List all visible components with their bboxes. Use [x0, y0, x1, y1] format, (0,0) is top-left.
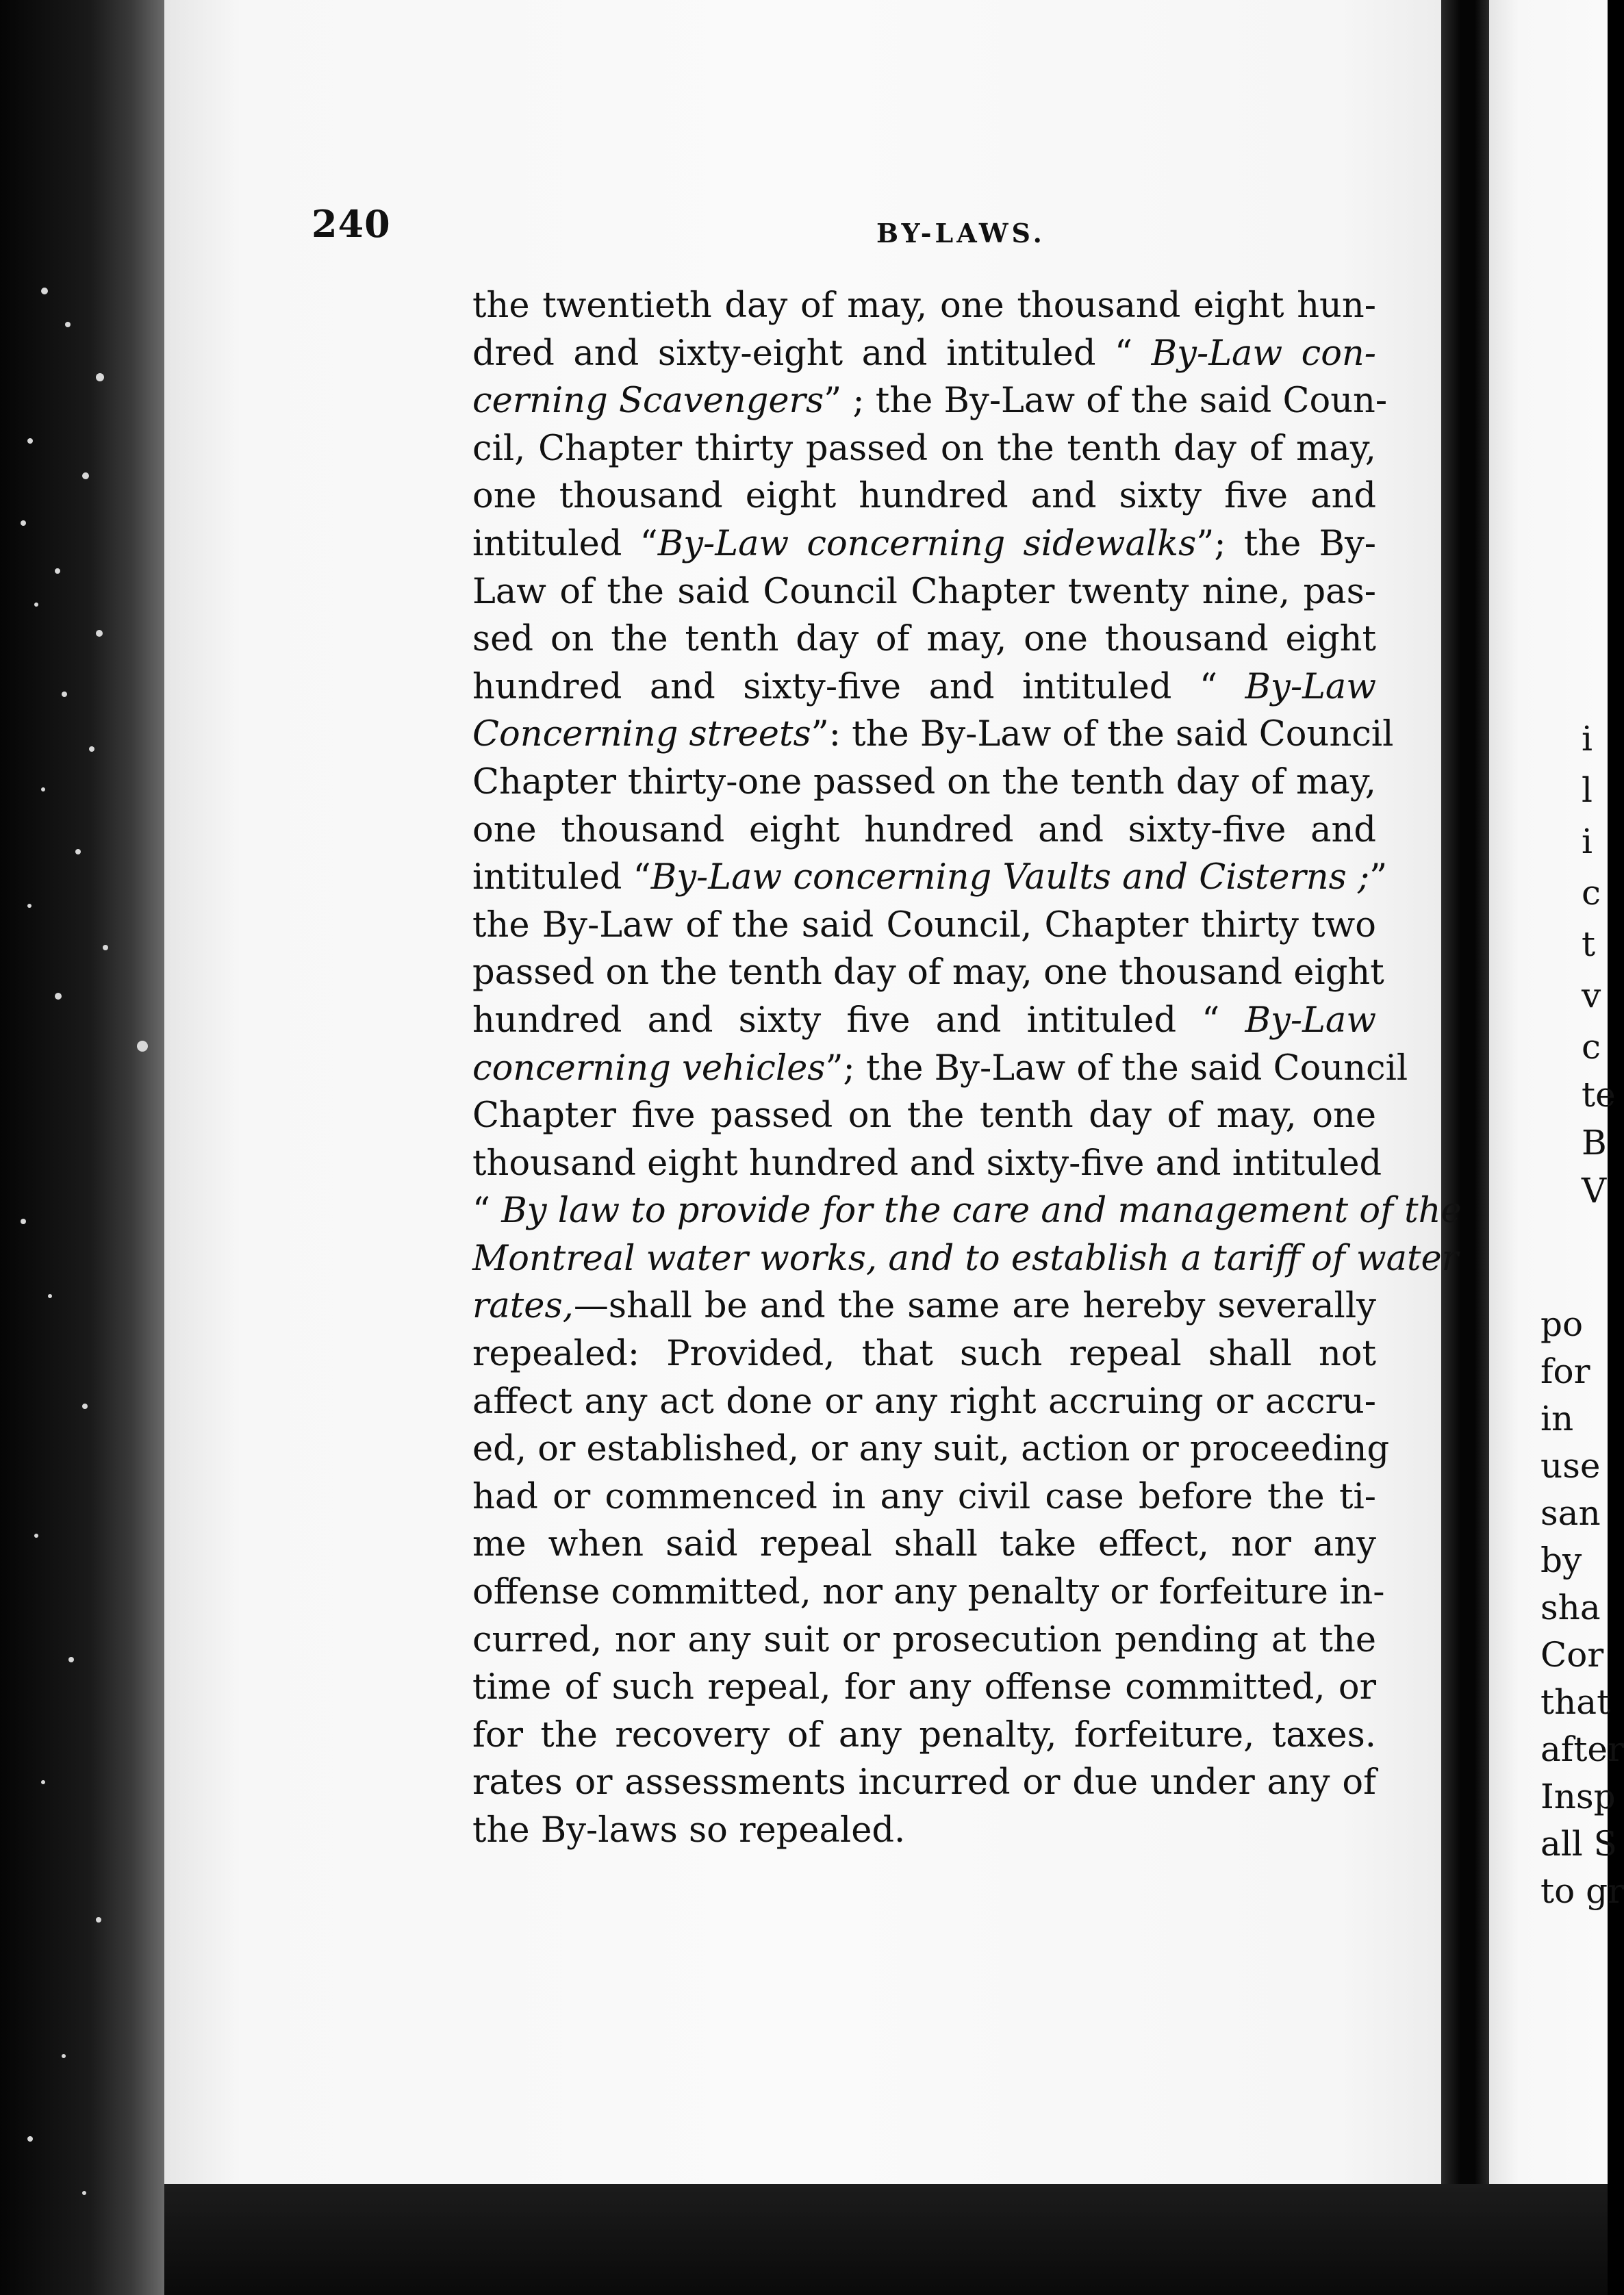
binding-speck [41, 787, 45, 791]
facing-page-fragment: by [1540, 1540, 1582, 1580]
binding-speck [34, 603, 38, 607]
binding-speck [68, 1657, 74, 1662]
text-line: time of such repeal, for any offense committed, or [472, 1667, 1376, 1708]
binding-speck [89, 746, 94, 752]
binding-speck [96, 630, 103, 637]
binding-speck [41, 288, 48, 294]
text-line: intituled “By-Law concerning sidewalks”; the By- [472, 523, 1376, 564]
text-line: one thousand eight hundred and sixty five and [472, 476, 1376, 517]
facing-page-fragment: l [1582, 770, 1593, 810]
text-line: “ By law to provide for the care and management of the [472, 1191, 1462, 1232]
text-line: ed, or established, or any suit, action or proceeding [472, 1429, 1390, 1470]
page-bottom-shadow [164, 2184, 1608, 2295]
binding-speck [48, 1294, 52, 1298]
text-line: one thousand eight hundred and sixty-five and [472, 809, 1376, 850]
text-line: intituled “By-Law concerning Vaults and Cisterns ;” [472, 857, 1388, 898]
text-line: sed on the tenth day of may, one thousand eight [472, 619, 1376, 660]
facing-page-fragment: Insp [1540, 1777, 1616, 1816]
body-text [472, 282, 1462, 1855]
binding-speck [55, 993, 62, 1000]
text-line: Chapter thirty-one passed on the tenth day of may, [472, 761, 1376, 802]
text-line: Montreal water works, and to establish a tariff of water [472, 1238, 1459, 1279]
binding-speck [27, 438, 33, 444]
facing-page-fragment: after [1540, 1729, 1624, 1769]
facing-page-fragment: i [1582, 719, 1593, 759]
text-line: concerning vehicles”; the By-Law of the said Council [472, 1048, 1408, 1089]
facing-page-fragment: B [1582, 1123, 1607, 1163]
facing-page-fragment: c [1582, 1027, 1601, 1067]
binding-speck [27, 904, 31, 908]
text-line: had or commenced in any civil case before the ti- [472, 1476, 1376, 1517]
binding-speck [65, 322, 71, 327]
facing-page-fragment: Cor [1540, 1635, 1604, 1675]
book-gutter [1441, 0, 1489, 2184]
binding-speck [21, 520, 26, 526]
binding-speck [103, 945, 108, 950]
text-line: offense committed, nor any penalty or forfeiture in- [472, 1572, 1385, 1613]
binding-speck [82, 1404, 88, 1409]
text-line: repealed: Provided, that such repeal shall not [472, 1334, 1376, 1375]
text-line: the By-Law of the said Council, Chapter thirty two [472, 904, 1376, 946]
binding-speck [41, 1780, 45, 1784]
text-line: passed on the tenth day of may, one thousand eight [472, 952, 1384, 993]
facing-page-fragment: c [1582, 873, 1601, 913]
facing-page-fragment: te [1582, 1075, 1616, 1115]
text-line: Concerning streets”: the By-Law of the said Council [472, 714, 1394, 755]
facing-page-fragment: V [1582, 1171, 1607, 1210]
text-line: curred, nor any suit or prosecution pending at the [472, 1619, 1376, 1660]
facing-page-fragment: v [1582, 976, 1601, 1015]
binding-speck [34, 1534, 38, 1538]
text-line: rates,—shall be and the same are hereby severally [472, 1286, 1376, 1327]
text-line: me when said repeal shall take effect, nor any [472, 1524, 1376, 1565]
binding-speck [96, 1917, 101, 1923]
binding-speck [75, 849, 81, 854]
text-line: hundred and sixty-five and intituled “ By-Law [472, 666, 1376, 707]
text-line: hundred and sixty five and intituled “ By-Law [472, 1000, 1376, 1041]
binding-speck [137, 1041, 148, 1052]
book-binding-edge [0, 0, 164, 2295]
text-line: the By-laws so repealed. [472, 1810, 906, 1851]
facing-page-fragment: sha [1540, 1588, 1601, 1627]
facing-page-fragment: t [1582, 924, 1596, 964]
text-line: rates or assessments incurred or due under any of [472, 1762, 1376, 1803]
text-line: affect any act done or any right accruing or accru- [472, 1381, 1376, 1422]
binding-speck [82, 2191, 86, 2195]
facing-page-fragment: use [1540, 1446, 1601, 1486]
text-line: dred and sixty-eight and intituled “ By-Law con- [472, 333, 1377, 374]
text-line: cerning Scavengers” ; the By-Law of the said Coun- [472, 381, 1388, 422]
running-head: BY-LAWS. [876, 218, 1045, 249]
facing-page-fragment: all S [1540, 1824, 1617, 1864]
text-line: Law of the said Council Chapter twenty nine, pas- [472, 571, 1376, 612]
binding-speck [96, 373, 104, 381]
binding-speck [62, 692, 67, 697]
facing-page-fragment: i [1582, 822, 1593, 861]
text-line: cil, Chapter thirty passed on the tenth day of may, [472, 428, 1376, 469]
binding-speck [55, 568, 60, 574]
binding-speck [21, 1219, 26, 1224]
facing-page-fragment: for [1540, 1352, 1590, 1391]
binding-speck [27, 2136, 33, 2142]
text-line: Chapter five passed on the tenth day of may, one [472, 1095, 1376, 1137]
facing-page-fragment: po [1540, 1304, 1584, 1344]
facing-page-fragment: san [1540, 1493, 1601, 1533]
facing-page-fragment: to gr [1540, 1871, 1624, 1911]
text-line: for the recovery of any penalty, forfeiture, taxes. [472, 1714, 1376, 1755]
facing-page-fragment: that [1540, 1682, 1611, 1722]
binding-speck [82, 472, 89, 479]
page-number: 240 [312, 202, 391, 246]
text-line: thousand eight hundred and sixty-five and intituled [472, 1143, 1382, 1184]
facing-page-fragment: in [1540, 1399, 1574, 1438]
binding-speck [62, 2054, 66, 2058]
text-line: the twentieth day of may, one thousand eight hun- [472, 286, 1376, 326]
